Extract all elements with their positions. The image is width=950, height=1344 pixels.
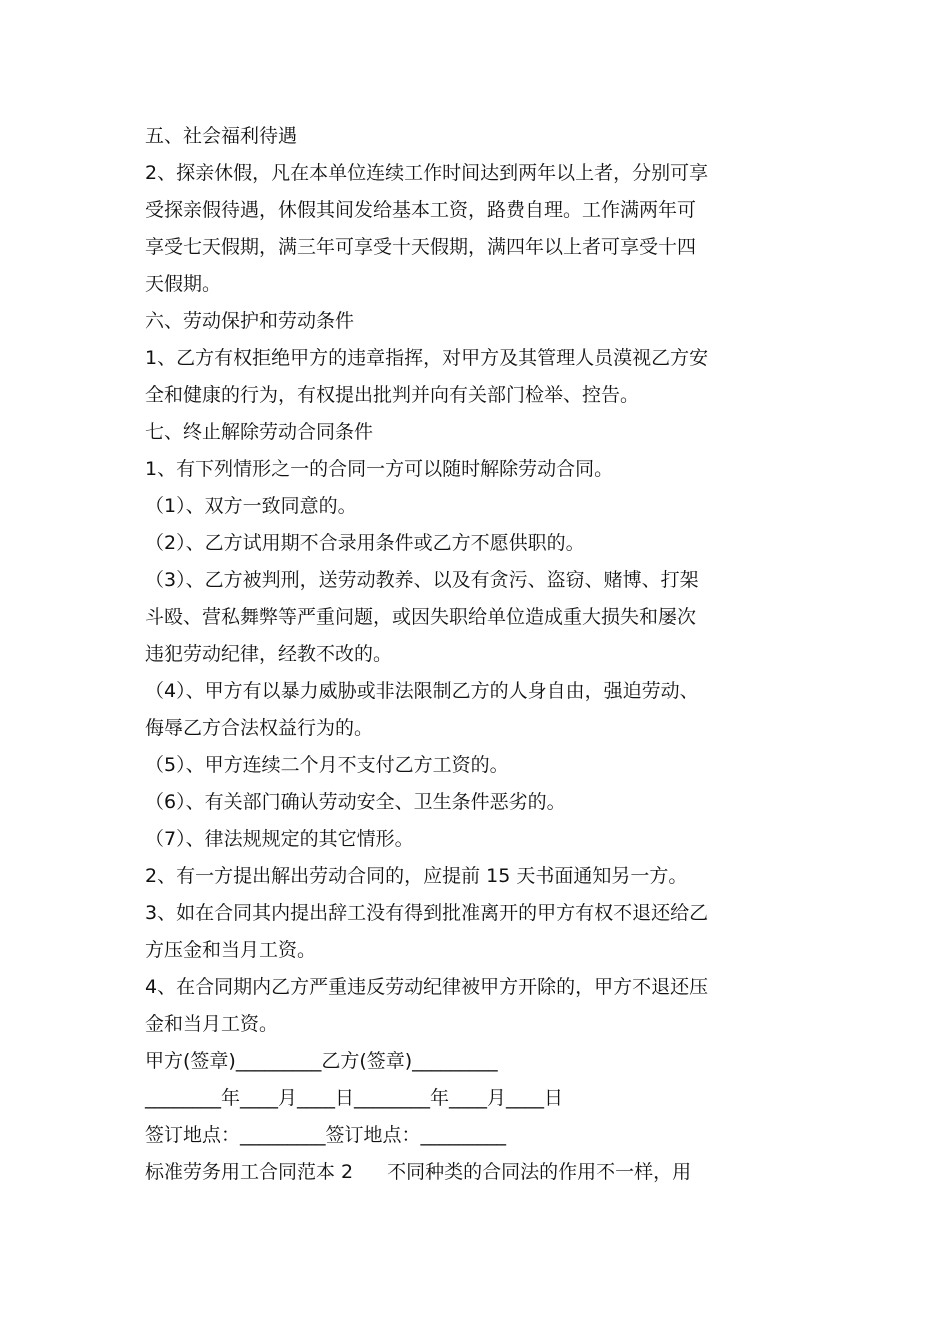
text-line: 斗殴、营私舞弊等严重问题，或因失职给单位造成重大损失和屡次	[145, 606, 697, 628]
text-line: 1、有下列情形之一的合同一方可以随时解除劳动合同。	[145, 458, 614, 480]
text-line: 金和当月工资。	[145, 1013, 279, 1035]
list-item: （2）、乙方试用期不合录用条件或乙方不愿供职的。	[145, 532, 585, 554]
footer-line	[145, 1154, 825, 1191]
text-line: 2、有一方提出解出劳动合同的，应提前 15 天书面通知另一方。	[145, 865, 688, 887]
list-item: （1）、双方一致同意的。	[145, 495, 357, 517]
text-line: 违犯劳动纪律，经教不改的。	[145, 643, 393, 665]
text-line: 2、探亲休假，凡在本单位连续工作时间达到两年以上者，分别可享	[145, 162, 709, 184]
footer-title: 标准劳务用工合同范本 2	[145, 1161, 354, 1183]
text-line: 4、在合同期内乙方严重违反劳动纪律被甲方开除的，甲方不退还压	[145, 976, 709, 998]
section-heading-welfare: 五、社会福利待遇	[145, 125, 298, 147]
signature-line: 甲方(签章)_________乙方(签章)_________	[145, 1050, 498, 1072]
list-item: （6）、有关部门确认劳动安全、卫生条件恶劣的。	[145, 791, 566, 813]
text-line: 侮辱乙方合法权益行为的。	[145, 717, 374, 739]
date-line: ________年____月____日________年____月____日	[145, 1087, 564, 1109]
list-item: （7）、律法规规定的其它情形。	[145, 828, 414, 850]
location-line: 签订地点：_________签订地点：_________	[145, 1124, 507, 1146]
text-line: 3、如在合同其内提出辞工没有得到批准离开的甲方有权不退还给乙	[145, 902, 709, 924]
document-body	[145, 118, 825, 1191]
section-heading-labor-protection: 六、劳动保护和劳动条件	[145, 310, 355, 332]
list-item: （5）、甲方连续二个月不支付乙方工资的。	[145, 754, 509, 776]
text-line: 全和健康的行为，有权提出批判并向有关部门检举、控告。	[145, 384, 640, 406]
text-line: 方压金和当月工资。	[145, 939, 317, 961]
text-line: 受探亲假待遇，休假其间发给基本工资，路费自理。工作满两年可	[145, 199, 697, 221]
text-line: 天假期。	[145, 273, 222, 295]
text-line: 享受七天假期，满三年可享受十天假期，满四年以上者可享受十四	[145, 236, 697, 258]
text-line: 1、乙方有权拒绝甲方的违章指挥，对甲方及其管理人员漠视乙方安	[145, 347, 709, 369]
list-item: （4）、甲方有以暴力威胁或非法限制乙方的人身自由，强迫劳动、	[145, 680, 699, 702]
list-item: （3）、乙方被判刑，送劳动教养、以及有贪污、盗窃、赌博、打架	[145, 569, 699, 591]
footer-text: 不同种类的合同法的作用不一样，用	[387, 1161, 692, 1183]
section-heading-termination: 七、终止解除劳动合同条件	[145, 421, 374, 443]
